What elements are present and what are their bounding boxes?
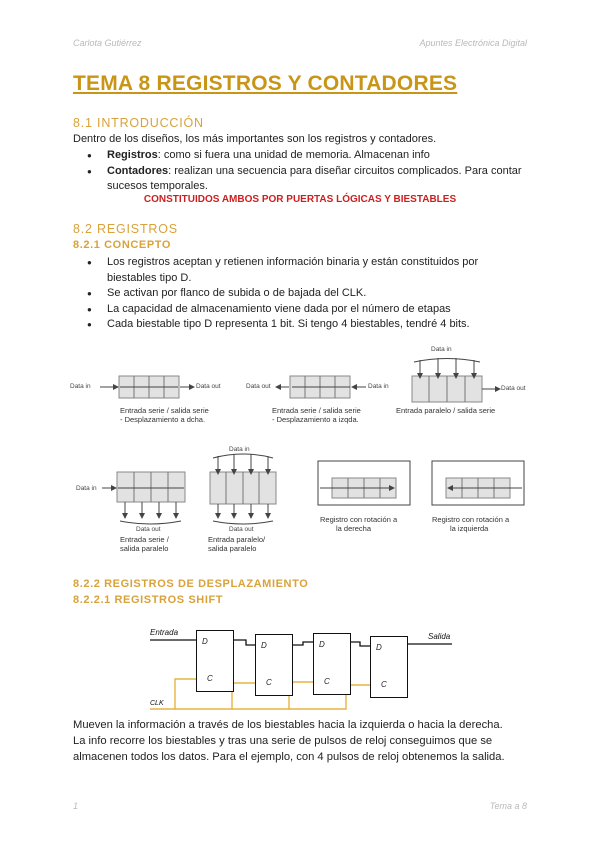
flip-flop-1: D C [196,630,234,692]
footer-page-number: 1 [73,801,79,811]
flip-flop-4: D C [370,636,408,698]
list-item: ● Cada biestable tipo D representa 1 bit. Si tengo 4 biestables, tendré 4 bits. [85,317,490,333]
d1-data-out: Data out [196,383,221,390]
header-subject: Apuntes Electrónica Digital [419,38,527,48]
list-item: ● Registros: como si fuera una unidad de memoria. Almacenan info [85,148,525,164]
list-item: ● Se activan por flanco de subida o de bajada del CLK. [85,286,490,302]
d4-caption-2: salida paralelo [120,544,169,553]
footer-topic: Tema a 8 [489,801,527,811]
header-author: Carlota Gutiérrez [73,38,142,48]
intro-lead: Dentro de los diseños, los más importantes son los registros y contadores. [73,133,437,145]
d1-caption-2: - Desplazamiento a dcha. [120,415,206,424]
d7-caption-1: Registro con rotación a [432,515,510,524]
d4-data-in: Data in [76,485,97,492]
d5-caption-1: Entrada paralelo/ [208,535,266,544]
section-intro-heading: 8.1 INTRODUCCIÓN [73,116,204,130]
subsection-shift: 8.2.2.1 REGISTROS SHIFT [73,594,224,606]
list-item: ● La capacidad de almacenamiento viene dada por el número de etapas [85,302,490,318]
circuit-output-label: Salida [428,632,451,641]
d2-data-in: Data in [368,383,389,390]
flip-flop-3: D C [313,633,351,695]
d2-caption-2: - Desplazamiento a izqda. [272,415,359,424]
flip-flop-2: D C [255,634,293,696]
d5-caption-2: salida paralelo [208,544,257,553]
d1-caption-1: Entrada serie / salida serie [120,406,209,415]
d4-data-out: Data out [136,526,161,533]
d5-data-in: Data in [229,446,250,453]
d3-data-in: Data in [431,346,452,353]
shift-paragraph-line-1: Mueven la información a través de los biestables hacia la izquierda o hacia la derecha. [73,719,503,731]
d3-caption: Entrada paralelo / salida serie [396,406,496,415]
section-registros-heading: 8.2 REGISTROS [73,222,178,236]
shift-paragraph-line-2: La info recorre los biestables y tras una serie de pulsos de reloj conseguimos que se [73,735,493,747]
subsection-desplazamiento: 8.2.2 REGISTROS DE DESPLAZAMIENTO [73,578,309,590]
subsection-concepto: 8.2.1 CONCEPTO [73,239,172,251]
intro-note: CONSTITUIDOS AMBOS POR PUERTAS LÓGICAS Y BIESTABLES [143,194,457,205]
d7-caption-2: la izquierda [450,524,489,533]
d2-data-out: Data out [246,383,271,390]
list-item: ● Los registros aceptan y retienen información binaria y están constituidos por biestables tipo D. [85,255,490,286]
shift-paragraph-line-3: almacenen todos los datos. Para el ejemplo, con 4 pulsos de reloj obtenemos la salida. [73,751,505,763]
list-item: ● Contadores: realizan una secuencia para diseñar circuitos complicados. Para contar sucesos temporales. [85,164,525,195]
d4-caption-1: Entrada serie / [120,535,169,544]
page-title: TEMA 8 REGISTROS Y CONTADORES [73,72,458,95]
d1-data-in: Data in [70,383,91,390]
d2-caption-1: Entrada serie / salida serie [272,406,361,415]
d6-caption-2: la derecha [336,524,372,533]
circuit-input-label: Entrada [150,628,179,637]
d5-data-out: Data out [229,526,254,533]
d3-data-out: Data out [501,385,526,392]
circuit-clk-label: CLK [150,700,164,707]
d6-caption-1: Registro con rotación a [320,515,398,524]
